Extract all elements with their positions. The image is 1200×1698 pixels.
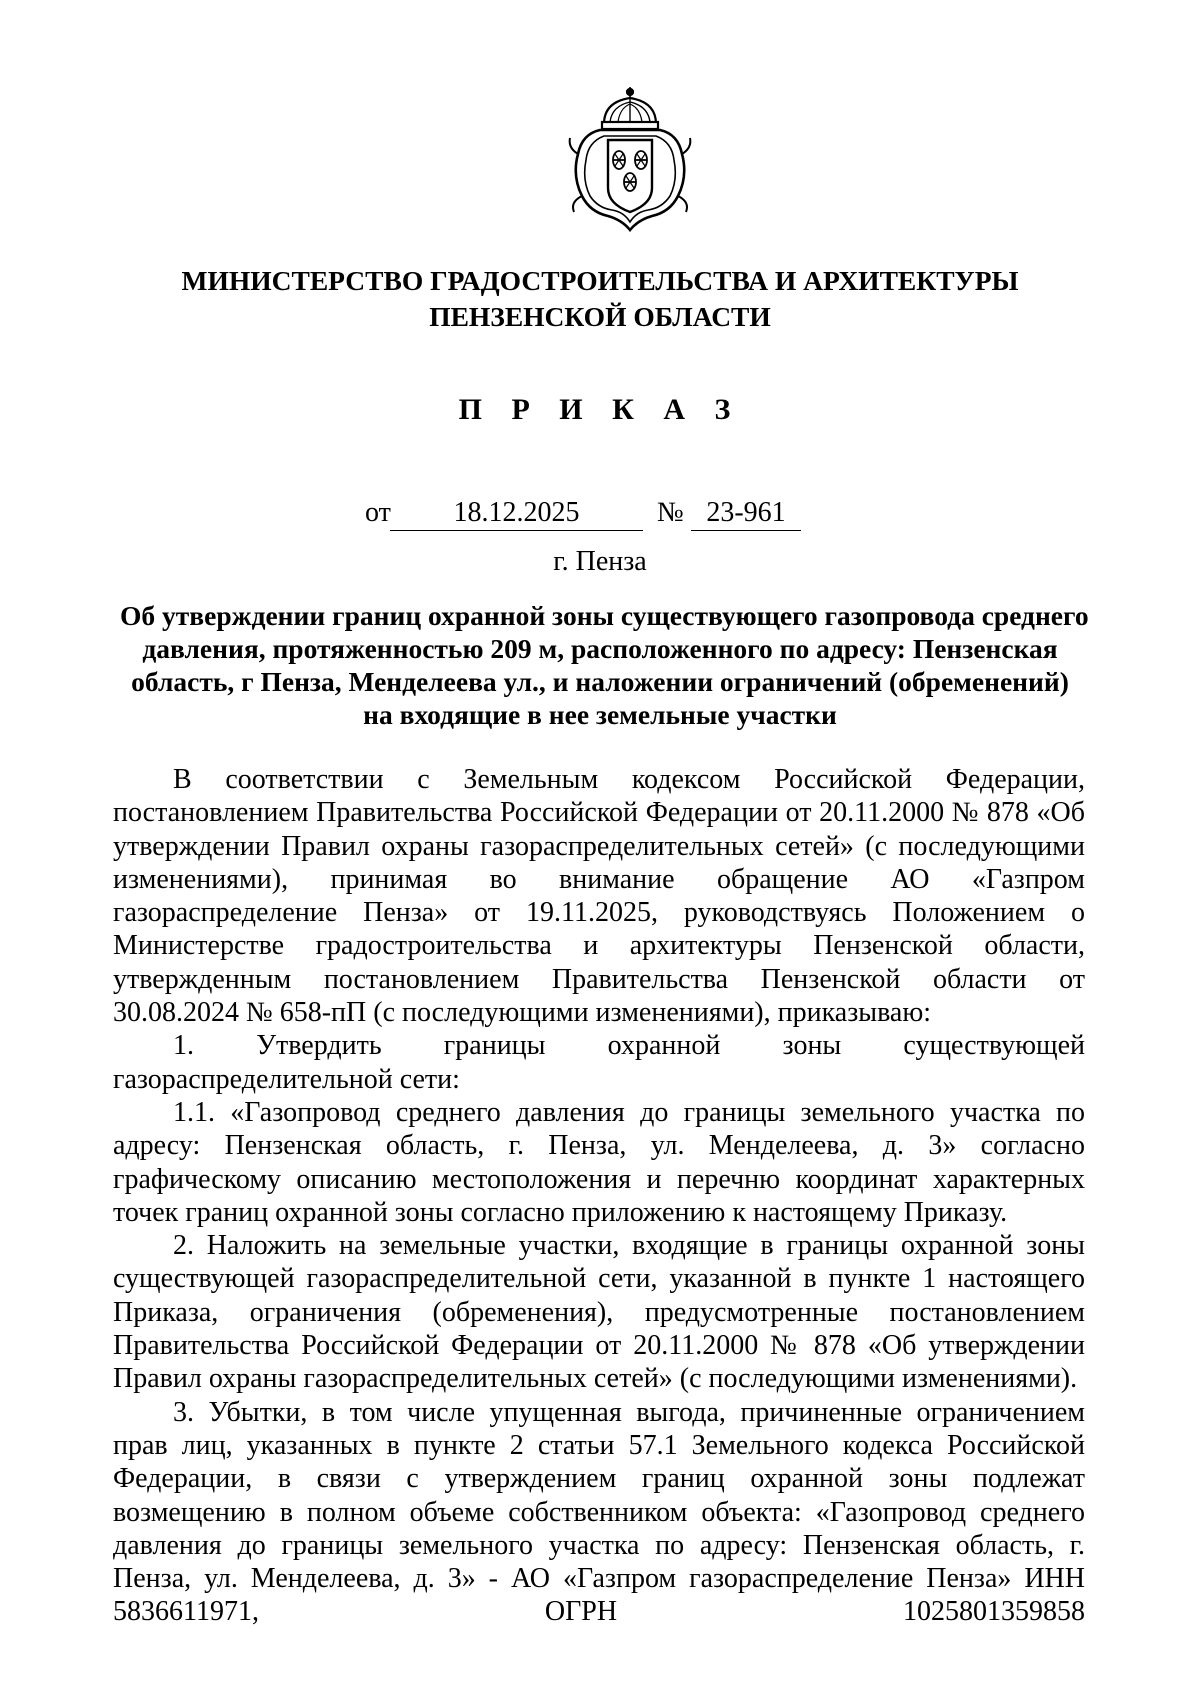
document-type-heading: П Р И К А З [458,393,742,426]
clause-1-1: 1.1. «Газопровод среднего давления до границы земельного участка по адресу: Пензенская область, г. Пенза, ул. Менделеева, д. 3» согласно графическому описанию местоположения и перечню координат характерных точек границ охранной зоны согласно приложению к настоящему Приказу. [113,1096,1085,1228]
city-line: г. Пенза [553,546,647,577]
document-number: 23-961 [691,497,801,531]
date-prefix: от [365,497,391,528]
number-prefix: № [657,497,684,528]
ministry-line-2: ПЕНЗЕНСКОЙ ОБЛАСТИ [429,301,771,332]
preamble-paragraph: В соответствии с Земельным кодексом Российской Федерации, постановлением Правительства Российской Федерации от 20.11.2000 № 878 «Об утверждении Правил охраны газораспределительных сетей» (с последующими изменениями), принимая во внимание обращение АО «Газпром газораспределение Пенза» от 19.11.2025, руководствуясь Положением о Министерстве градостроительства и архитектуры Пензенской области, утвержденным постановлением Правительства Пензенской области от 30.08.2024 № 658-пП (с последующими изменениями), приказываю: [113,764,1085,1029]
document-body [113,763,1085,1629]
coat-of-arms-emblem [560,84,700,234]
clause-3: 3. Убытки, в том числе упущенная выгода, причиненные ограничением прав лиц, указанных в пункте 2 статьи 57.1 Земельного кодекса Российской Федерации, в связи с утверждением границ охранной зоны подлежат возмещению в полном объеме собственником объекта: «Газопровод среднего давления до границы земельного участка по адресу: Пензенская область, г. Пенза, ул. Менделеева, д. 3» - АО «Газпром газораспределение Пенза» ИНН 5836611971, ОГРН 1025801359858 [113,1396,1085,1628]
title-line: область, г Пенза, Менделеева ул., и наложении ограничений (обременений) [131,666,1069,697]
title-line: на входящие в нее земельные участки [363,699,837,730]
ministry-line-1: МИНИСТЕРСТВО ГРАДОСТРОИТЕЛЬСТВА И АРХИТЕКТУРЫ [181,265,1019,296]
title-line: давления, протяженностью 209 м, расположенного по адресу: Пензенская [142,633,1058,664]
clause-2: 2. Наложить на земельные участки, входящие в границы охранной зоны существующей газораспределительной сети, указанной в пункте 1 настоящего Приказа, ограничения (обременения), предусмотренные постановлением Правительства Российской Федерации от 20.11.2000 № 878 «Об утверждении Правил охраны газораспределительных сетей» (с последующими изменениями). [113,1230,1085,1395]
clause-1: 1. Утвердить границы охранной зоны существующей газораспределительной сети: [113,1030,1085,1095]
document-date: 18.12.2025 [390,497,643,531]
title-line: Об утверждении границ охранной зоны существующего газопровода среднего [120,600,1089,631]
ministry-name [100,263,1100,335]
document-title [120,599,1089,731]
